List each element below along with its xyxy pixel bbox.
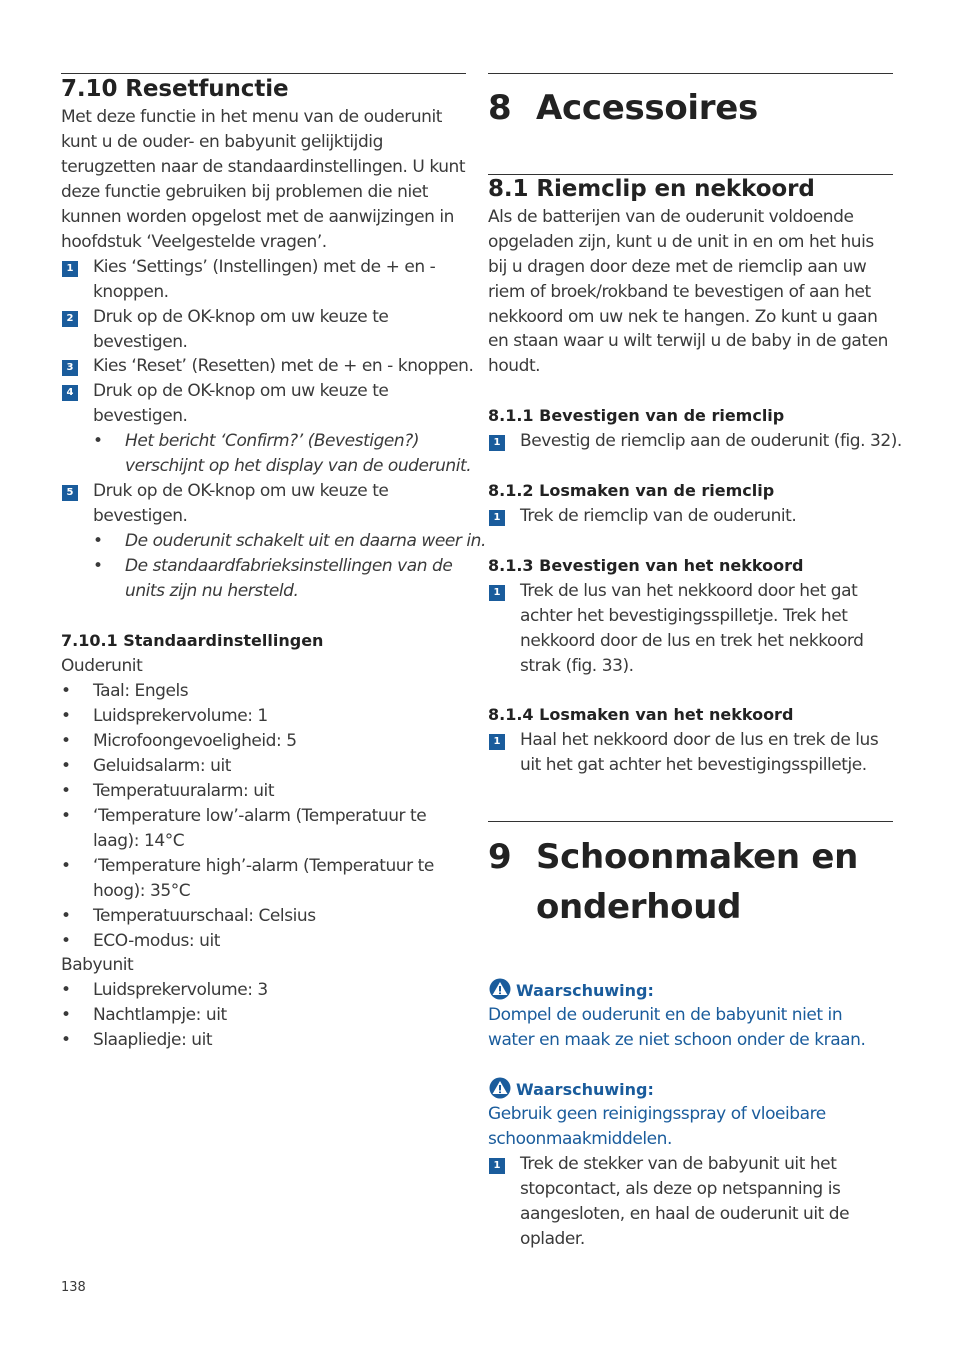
note-text: units zijn nu hersteld. [125,581,299,601]
step-text: knoppen. [93,282,169,302]
body-line: bij u dragen door deze met de riemclip aan uw [488,257,867,277]
warning-text: Gebruik geen reinigingsspray of vloeibare [488,1104,826,1124]
intro-line: kunnen worden opgelost met de aanwijzingen in [61,207,454,227]
subsection-heading: 8.1.4 Losmaken van het nekkoord [488,705,794,724]
bullet-glyph: • [61,756,72,776]
intro-line: deze functie gebruiken bij problemen die niet [61,182,428,202]
step-number-badge: 1 [489,734,505,750]
note-text: Het bericht ‘Confirm?’ (Bevestigen?) [125,431,420,451]
bullet-glyph: • [61,706,72,726]
setting-item: Luidsprekervolume: 1 [93,706,268,726]
setting-item: Nachtlampje: uit [93,1005,227,1025]
step-number-badge: 1 [489,585,505,601]
page-number: 138 [61,1280,86,1295]
step-text: Druk op de OK-knop om uw keuze te [93,307,389,327]
body-line: nekkoord om uw nek te hangen. Zo kunt u gaan [488,307,878,327]
warning-title: Waarschuwing: [516,981,654,1000]
step-text: Trek de stekker van de babyunit uit het [520,1154,837,1174]
step-text: bevestigen. [93,406,188,426]
subsection-heading-standaardinstellingen: 7.10.1 Standaardinstellingen [61,631,324,650]
setting-item: Temperatuuralarm: uit [93,781,275,801]
bullet-glyph: • [61,856,72,876]
step-text: Trek de lus van het nekkoord door het gat [520,581,858,601]
setting-item: Taal: Engels [93,681,189,701]
bullet-glyph: • [93,531,104,551]
step-number-badge: 4 [62,385,78,401]
section-heading-riemclip: 8.1 Riemclip en nekkoord [488,176,815,202]
bullet-glyph: • [61,980,72,1000]
step-text: oplader. [520,1229,585,1249]
bullet-glyph: • [61,931,72,951]
body-line: houdt. [488,356,541,376]
subsection-heading: 8.1.1 Bevestigen van de riemclip [488,406,785,425]
setting-item: ECO-modus: uit [93,931,220,951]
chapter-heading-schoonmaken [488,837,858,877]
step-number-badge: 2 [62,311,78,327]
subsection-heading: 8.1.3 Bevestigen van het nekkoord [488,556,804,575]
chapter-title: Schoonmaken en [536,837,859,877]
bullet-glyph: • [61,731,72,751]
section-rule [488,174,893,175]
setting-item: laag): 14°C [93,831,185,851]
step-text: Bevestig de riemclip aan de ouderunit (fig. 32). [520,431,902,451]
bullet-glyph: • [61,906,72,926]
body-line: Als de batterijen van de ouderunit voldoende [488,207,854,227]
setting-item: ‘Temperature high’-alarm (Temperatuur te [93,856,434,876]
step-text: Haal het nekkoord door de lus en trek de lus [520,730,879,750]
step-text: aangesloten, en haal de ouderunit uit de [520,1204,850,1224]
step-text: nekkoord door de lus en trek het nekkoord [520,631,864,651]
group-label-babyunit: Babyunit [61,955,134,975]
step-text: bevestigen. [93,506,188,526]
note-text: verschijnt op het display van de ouderunit. [125,456,472,476]
step-number-badge: 1 [489,1158,505,1174]
body-line: opgeladen zijn, kunt u de unit in en om het huis [488,232,874,252]
step-text: stopcontact, als deze op netspanning is [520,1179,841,1199]
chapter-number: 8 [488,88,512,128]
bullet-glyph: • [61,806,72,826]
warning-text: Dompel de ouderunit en de babyunit niet in [488,1005,843,1025]
group-label-ouderunit: Ouderunit [61,656,143,676]
setting-item: Slaapliedje: uit [93,1030,213,1050]
setting-item: Geluidsalarm: uit [93,756,231,776]
setting-item: ‘Temperature low’-alarm (Temperatuur te [93,806,427,826]
step-number-badge: 1 [62,261,78,277]
step-text: bevestigen. [93,332,188,352]
warning-text: schoonmaakmiddelen. [488,1129,672,1149]
step-text: Druk op de OK-knop om uw keuze te [93,381,389,401]
body-line: en staan waar u wilt terwijl u de baby in de gaten [488,331,888,351]
chapter-rule [488,821,893,822]
bullet-glyph: • [61,1005,72,1025]
bullet-glyph: • [93,556,104,576]
step-text: achter het bevestigingsspilletje. Trek het [520,606,848,626]
chapter-rule [488,73,893,74]
chapter-title-line-2: onderhoud [536,887,742,927]
step-text: Kies ‘Settings’ (Instellingen) met de + en - [93,257,436,277]
step-number-badge: 1 [489,510,505,526]
chapter-heading-accessoires [488,88,758,128]
warning-text: water en maak ze niet schoon onder de kraan. [488,1030,866,1050]
bullet-glyph: • [61,681,72,701]
intro-line: terugzetten naar de standaardinstellingen. U kunt [61,157,466,177]
note-text: De standaardfabrieksinstellingen van de [125,556,453,576]
section-rule [61,73,466,74]
setting-item: Luidsprekervolume: 3 [93,980,268,1000]
bullet-glyph: • [93,431,104,451]
step-text: Druk op de OK-knop om uw keuze te [93,481,389,501]
setting-item: hoog): 35°C [93,881,191,901]
bullet-glyph: • [61,1030,72,1050]
step-number-badge: 5 [62,485,78,501]
step-number-badge: 3 [62,360,78,376]
body-line: riem of broek/rokband te bevestigen of aan het [488,282,871,302]
step-number-badge: 1 [489,435,505,451]
bullet-glyph: • [61,781,72,801]
chapter-number: 9 [488,837,512,877]
step-text: strak (fig. 33). [520,656,634,676]
subsection-heading: 8.1.2 Losmaken van de riemclip [488,481,775,500]
chapter-title: Accessoires [536,88,758,128]
step-text: uit het gat achter het bevestigingsspilletje. [520,755,867,775]
warning-title: Waarschuwing: [516,1080,654,1099]
setting-item: Temperatuurschaal: Celsius [93,906,316,926]
setting-item: Microfoongevoeligheid: 5 [93,731,297,751]
intro-line: kunt u de ouder- en babyunit gelijktijdig [61,132,383,152]
intro-line: hoofdstuk ‘Veelgestelde vragen’. [61,232,327,252]
step-text: Trek de riemclip van de ouderunit. [520,506,797,526]
note-text: De ouderunit schakelt uit en daarna weer in. [125,531,486,551]
section-heading-resetfunctie: 7.10 Resetfunctie [61,76,289,102]
step-text: Kies ‘Reset’ (Resetten) met de + en - knoppen. [93,356,474,376]
intro-line: Met deze functie in het menu van de ouderunit [61,107,442,127]
